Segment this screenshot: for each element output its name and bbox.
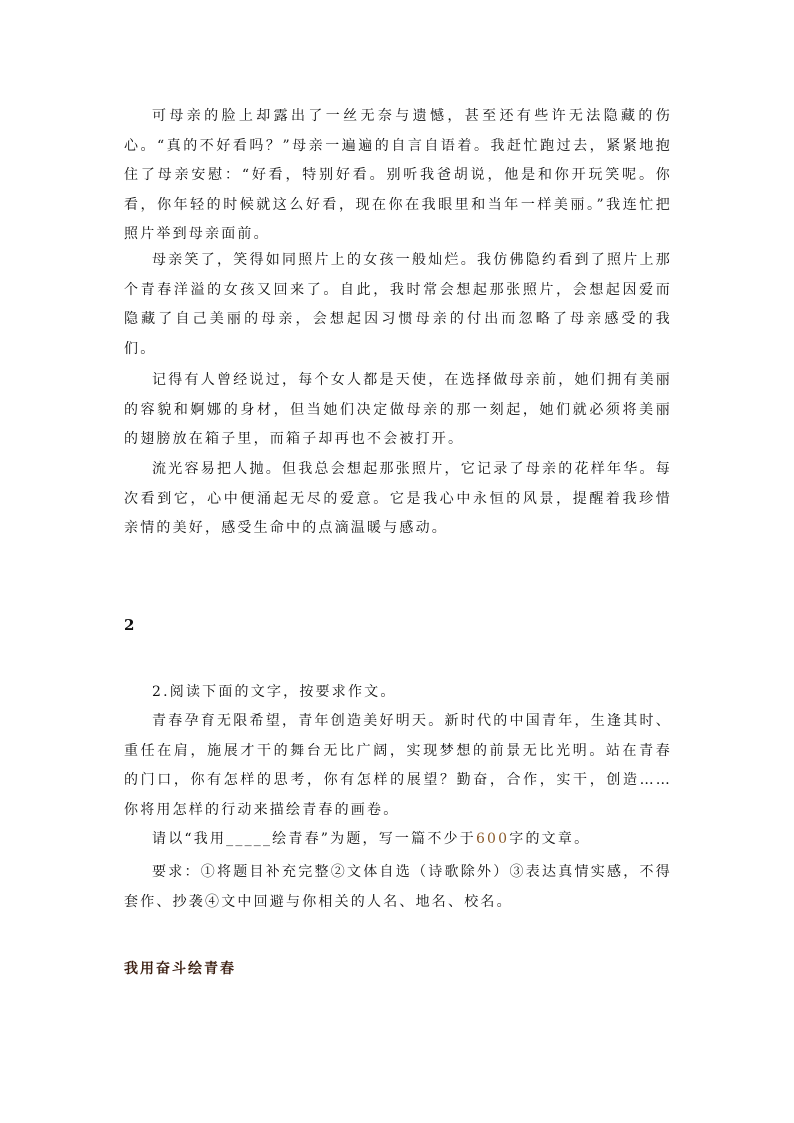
story-paragraph-2: 母亲笑了，笑得如同照片上的女孩一般灿烂。我仿佛隐约看到了照片上那个青春洋溢的女孩又回来了。自此，我时常会想起那张照片，会想起因爱而隐藏了自己美丽的母亲，会想起因习惯母亲的付出而忽略了母亲感受的我们。 <box>124 252 672 357</box>
prompt-before: 请以“我用 <box>152 831 227 847</box>
prompt-blank: _____ <box>226 831 273 847</box>
question-intro: 2.阅读下面的文字，按要求作文。 <box>152 684 397 700</box>
question-requirements: 要求：①将题目补充完整②文体自选（诗歌除外）③表达真情实感，不得套作、抄袭④文中回避与你相关的人名、地名、校名。 <box>124 864 672 910</box>
essay-title: 我用奋斗绘青春 <box>124 961 236 977</box>
prompt-after: 字的文章。 <box>509 831 591 847</box>
prompt-middle: 绘青春”为题，写一篇不少于 <box>272 831 476 847</box>
story-paragraph-4: 流光容易把人抛。但我总会想起那张照片，它记录了母亲的花样年华。每次看到它，心中便涌起无尽的爱意。它是我心中永恒的风景，提醒着我珍惜亲情的美好，感受生命中的点滴温暖与感动。 <box>124 461 672 536</box>
question-prompt <box>124 825 672 855</box>
prompt-word-count: 600 <box>475 831 510 847</box>
story-paragraph-3: 记得有人曾经说过，每个女人都是天使，在选择做母亲前，她们拥有美丽的容貌和婀娜的身材，但当她们决定做母亲的那一刻起，她们就必须将美丽的翅膀放在箱子里，而箱子却再也不会被打开。 <box>124 372 672 447</box>
question-paragraph-1: 青春孕育无限希望，青年创造美好明天。新时代的中国青年，生逢其时、重任在肩，施展才干的舞台无比广阔，实现梦想的前景无比光明。站在青春的门口，你有怎样的思考，你有怎样的展望？勤奋，合作，实干，创造……你将用怎样的行动来描绘青春的画卷。 <box>124 713 672 818</box>
section-number: 2 <box>124 616 135 634</box>
story-paragraph-1: 可母亲的脸上却露出了一丝无奈与遗憾，甚至还有些许无法隐藏的伤心。“真的不好看吗？”母亲一遍遍的自言自语着。我赶忙跑过去，紧紧地抱住了母亲安慰：“好看，特别好看。别听我爸胡说，他是和你开玩笑呢。你看，你年轻的时候就这么好看，现在你在我眼里和当年一样美丽。”我连忙把照片举到母亲面前。 <box>124 108 672 242</box>
